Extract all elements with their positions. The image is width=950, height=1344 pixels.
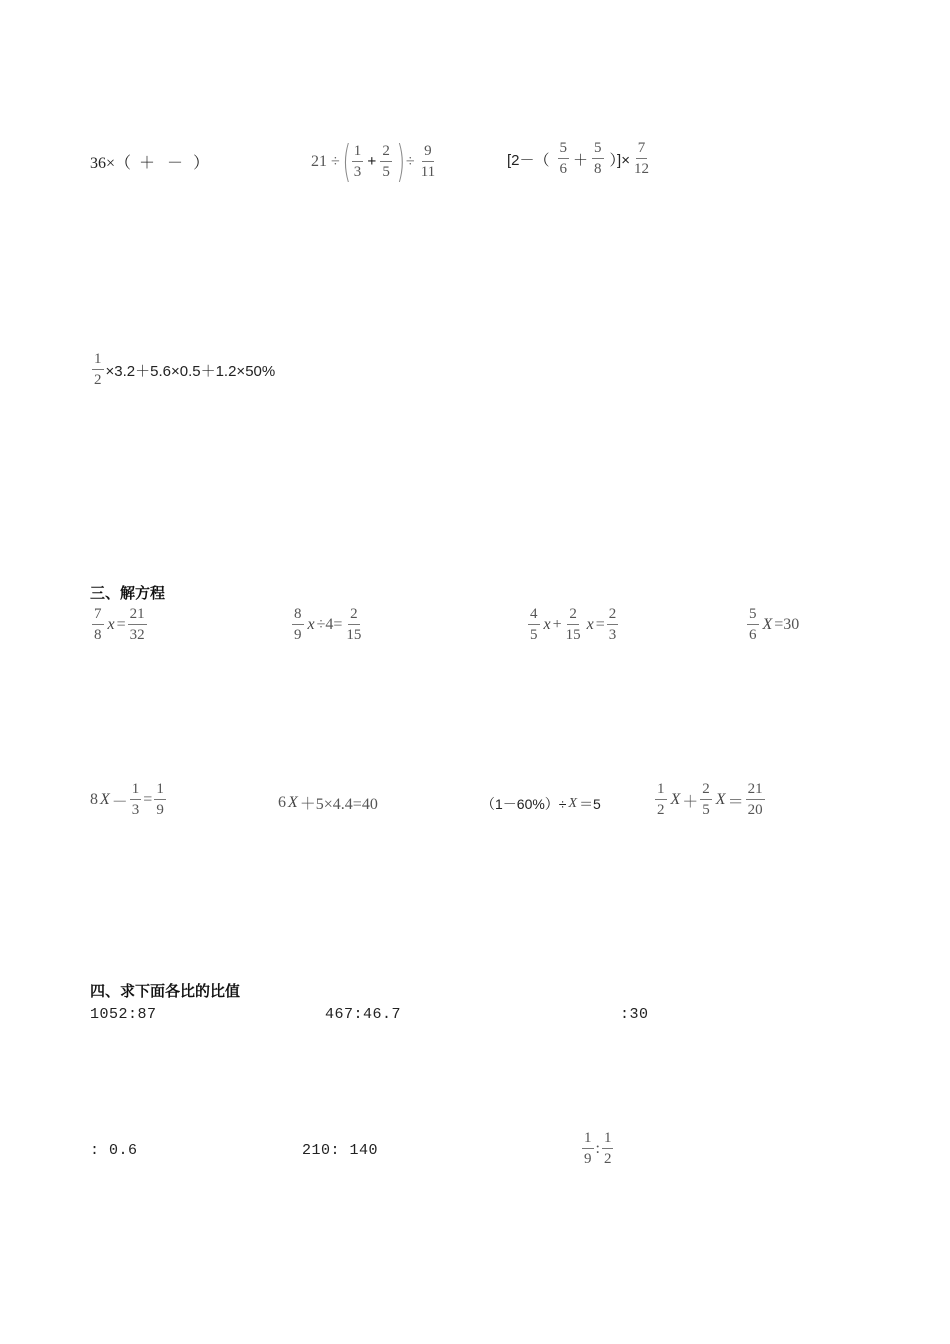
variable-x: X [670, 791, 681, 808]
ratio-1: 1052:87 [90, 1006, 157, 1023]
fraction: $\frac{5}{6}$ [559, 140, 568, 177]
equation-7 [481, 794, 601, 814]
fraction: $\frac{1}{2}$ [657, 781, 665, 818]
equation-6 [278, 791, 378, 814]
equals-sign: = [595, 616, 605, 633]
variable-x: X [568, 796, 578, 811]
section-4-heading: 四、求下面各比的比值 [90, 982, 241, 1000]
fraction: $\frac{8}{9}$ [294, 606, 302, 643]
expr-1 [90, 150, 209, 173]
section-3-heading: 三、解方程 [90, 584, 166, 602]
equation-5 [90, 782, 168, 818]
equation-6-lead: 6 [278, 793, 286, 811]
equals-sign: ＝ [727, 793, 744, 811]
fraction: $\frac{21}{32}$ [129, 606, 145, 643]
plus-sign: + [552, 616, 562, 633]
equation-5-lead: 8 [90, 791, 98, 808]
ratio-5: 210: 140 [302, 1142, 379, 1159]
equation-2 [290, 607, 365, 643]
big-left-paren: ( [342, 136, 351, 187]
fraction: $\frac{9}{11}$ [420, 143, 436, 180]
divide-sign: ÷ [405, 153, 415, 170]
equals-sign: = [116, 616, 126, 633]
ratio-4: : 0.6 [90, 1142, 138, 1159]
fraction: $\frac{7}{8}$ [94, 606, 102, 643]
expr-3 [507, 141, 653, 177]
ratio-3: :30 [620, 1006, 649, 1023]
variable-x: X [288, 793, 298, 811]
fraction: $\frac{1}{3}$ [353, 143, 362, 180]
minus-sign: － [111, 793, 128, 811]
variable-x: X [762, 616, 773, 633]
expr-2 [311, 136, 439, 187]
equation-7-lead: （1－60%）÷ [481, 796, 567, 812]
expr-3-lead: [2－（ [507, 151, 550, 169]
variable-x: x [307, 616, 315, 633]
fraction: $\frac{1}{2}$ [94, 351, 102, 388]
variable-x: x [543, 616, 551, 633]
variable-x: X [715, 791, 726, 808]
equation-6-rest: ＋5×4.4=40 [299, 796, 378, 813]
equation-3 [526, 607, 620, 643]
equation-4-rest: =30 [774, 616, 800, 633]
fraction: $\frac{1}{9}$ [584, 1130, 592, 1167]
colon-sign: : [595, 1140, 600, 1157]
plus-sign: ＋ [682, 793, 699, 811]
equals-sign: = [143, 791, 153, 808]
fraction: $\frac{1}{2}$ [603, 1130, 612, 1167]
big-right-paren: ) [396, 136, 405, 187]
plus-sign: ＋ [573, 151, 589, 169]
expr-1-start: 36×（ [90, 155, 132, 172]
equation-8 [653, 782, 767, 818]
fraction: $\frac{2}{5}$ [702, 781, 710, 818]
expr-1-minus: － [167, 155, 184, 172]
equation-1 [90, 607, 149, 643]
fraction: $\frac{2}{3}$ [608, 606, 617, 643]
ratio-2: 467:46.7 [325, 1006, 402, 1023]
variable-x: x [107, 616, 115, 633]
expr-4 [90, 352, 275, 388]
variable-x: X [100, 791, 110, 808]
fraction: $\frac{1}{3}$ [131, 781, 140, 818]
fraction: $\frac{7}{12}$ [633, 140, 649, 177]
fraction: $\frac{21}{20}$ [747, 781, 763, 818]
fraction: $\frac{2}{5}$ [382, 143, 390, 180]
fraction: $\frac{1}{9}$ [156, 781, 164, 818]
equation-2-mid: ÷4= [316, 616, 343, 633]
plus-sign: + [367, 153, 377, 170]
equation-4 [745, 607, 799, 643]
equation-7-rest: ＝5 [579, 796, 601, 812]
fraction: $\frac{4}{5}$ [530, 606, 538, 643]
expr-1-close: ） [193, 155, 210, 172]
fraction: $\frac{2}{15}$ [565, 606, 581, 643]
ratio-6 [580, 1131, 615, 1167]
expr-1-plus: ＋ [139, 155, 156, 172]
expr-3-mid: ）]× [609, 151, 630, 169]
fraction: $\frac{2}{15}$ [346, 606, 362, 643]
expr-2-lead: 21 ÷ [311, 153, 340, 170]
fraction: $\frac{5}{8}$ [594, 140, 602, 177]
variable-x: x [586, 616, 594, 633]
expr-4-rest: ×3.2＋5.6×0.5＋1.2×50% [105, 362, 276, 380]
fraction: $\frac{5}{6}$ [749, 606, 757, 643]
